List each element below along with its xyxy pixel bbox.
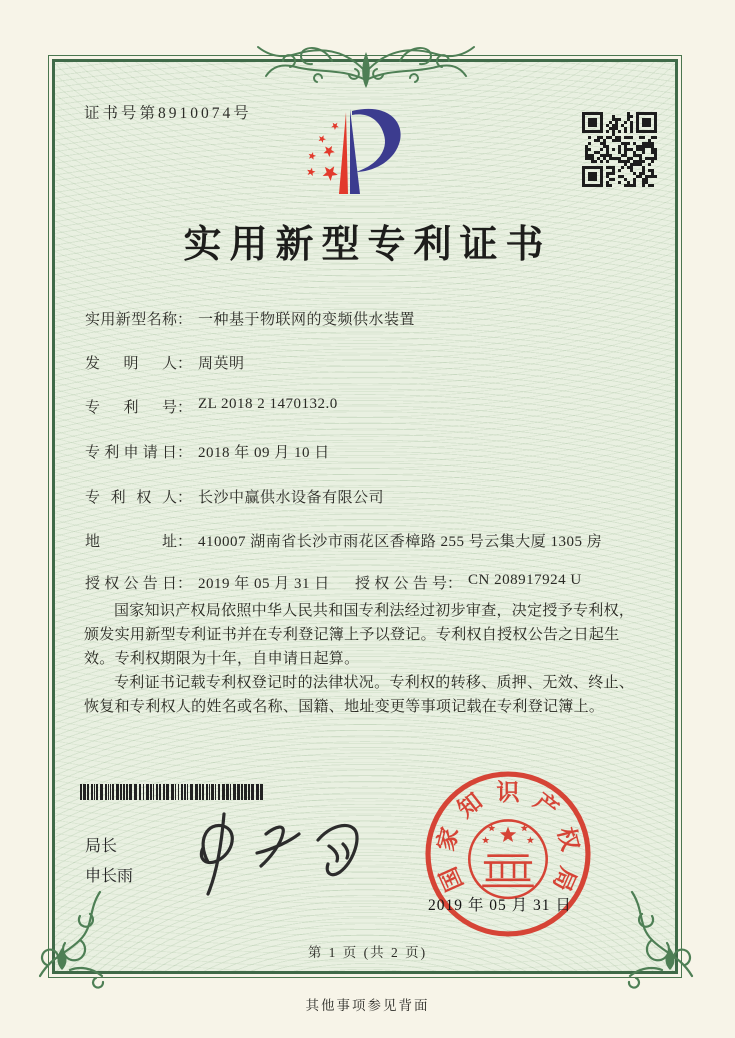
field-row-inventor	[85, 352, 245, 374]
signature-handwriting	[178, 808, 378, 900]
barcode	[80, 784, 268, 800]
field-label: 专利号	[85, 400, 177, 416]
field-label: 专利申请日	[85, 445, 177, 461]
field-row-patent-number	[85, 396, 338, 418]
seal-char: 识	[496, 779, 520, 806]
field-label: 专利权人	[85, 490, 177, 506]
field-value: CN 208917924 U	[468, 572, 582, 588]
field-row-address	[85, 530, 602, 552]
certificate-number: 证书号第8910074号	[84, 105, 252, 122]
corner-ornament-right	[614, 886, 706, 990]
center-leaf-icon	[362, 52, 370, 88]
field-label: 发明人	[85, 356, 177, 372]
field-colon: ：	[177, 356, 193, 372]
logo-stars-icon	[307, 123, 339, 181]
corner-ornament-left	[26, 886, 118, 990]
field-label: 授权公告日	[85, 576, 177, 592]
field-value: 周英明	[198, 356, 245, 372]
field-value: 410007 湖南省长沙市雨花区香樟路 255 号云集大厦 1305 房	[198, 534, 603, 550]
seal-char: 权	[551, 824, 583, 854]
field-label: 授权公告号	[355, 576, 447, 592]
field-colon: ：	[177, 445, 193, 461]
page-number: 第 1 页 (共 2 页)	[307, 945, 428, 960]
field-colon: ：	[177, 312, 193, 328]
field-colon: ：	[177, 400, 193, 416]
seal-char: 局	[547, 862, 581, 895]
seal-char: 产	[528, 788, 563, 824]
field-colon: ：	[177, 576, 193, 592]
field-value: ZL 2018 2 1470132.0	[198, 396, 338, 412]
footer-note: 其他事项参见背面	[305, 998, 430, 1013]
signer-title: 局长	[85, 838, 118, 855]
body-paragraph: 国家知识产权局依照中华人民共和国专利法经过初步审查，决定授予专利权，颁发实用新型专利证书并在专利登记簿上予以登记。专利权自授权公告之日起生效。专利权期限为十年，自申请日起算。	[84, 603, 635, 667]
field-value: 2018 年 09 月 10 日	[198, 445, 330, 461]
field-row-invention-name	[85, 308, 415, 330]
cnipa-patent-logo-icon	[298, 98, 448, 200]
field-row-patentee	[85, 486, 384, 508]
signer-name: 申长雨	[85, 868, 134, 885]
field-colon: ：	[447, 576, 463, 592]
page-title: 实用新型专利证书	[183, 224, 552, 266]
field-value: 长沙中赢供水设备有限公司	[198, 490, 385, 506]
field-row-grant-number	[355, 572, 582, 594]
seal-char: 知	[453, 788, 488, 824]
field-value: 2019 年 05 月 31 日	[198, 576, 330, 592]
qr-code	[582, 112, 657, 187]
national-emblem-icon	[469, 820, 546, 897]
field-colon: ：	[177, 534, 193, 550]
field-label: 实用新型名称	[85, 312, 177, 328]
field-label: 地址	[85, 534, 177, 550]
field-row-grant-date	[85, 572, 330, 594]
top-flourish-ornament	[250, 20, 482, 112]
field-colon: ：	[177, 490, 193, 506]
seal-char: 家	[433, 824, 465, 854]
signer-block	[85, 832, 133, 892]
field-value: 一种基于物联网的变频供水装置	[198, 312, 416, 328]
legal-text-block	[84, 599, 646, 719]
body-paragraph: 专利证书记载专利权登记时的法律状况。专利权的转移、质押、无效、终止、恢复和专利权人的姓名或名称、国籍、地址变更等事项记载在专利登记簿上。	[84, 675, 635, 715]
seal-char: 国	[435, 862, 469, 895]
field-row-filing-date	[85, 441, 330, 463]
seal-date: 2019 年 05 月 31 日	[428, 897, 572, 914]
